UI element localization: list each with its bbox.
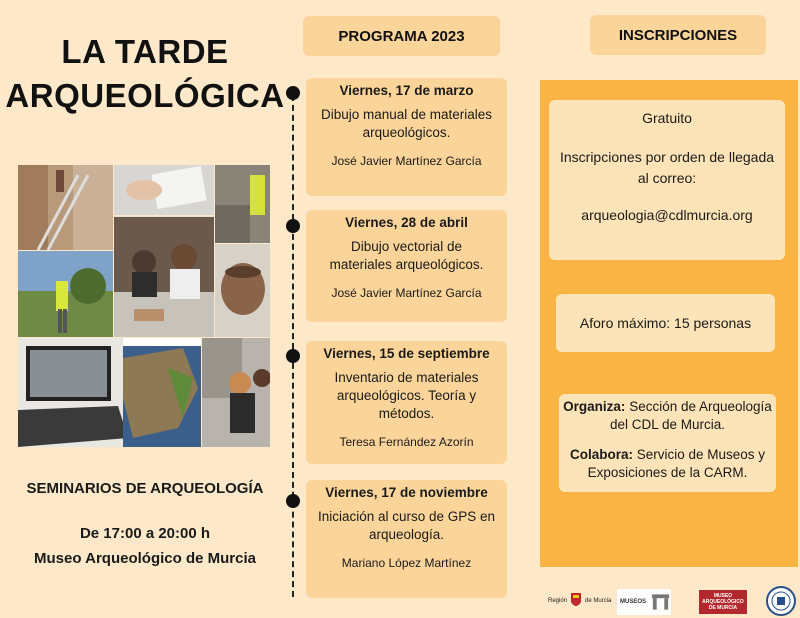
session-speaker: José Javier Martínez García [331,154,482,168]
timeline-dot [286,494,300,508]
session-card [306,480,507,598]
session-speaker: Teresa Fernández Azorín [339,435,474,449]
session-card [306,341,507,464]
shield-icon [570,592,582,610]
photo-collage [18,165,270,447]
timeline-dot [286,349,300,363]
lugar-text: Museo Arqueológico de Murcia [34,550,256,567]
photo-lab-team [114,217,214,337]
museos-logo [617,589,671,615]
inscripciones-header: INSCRIPCIONES [590,15,766,55]
museo-arq-line-3: DE MURCIA [708,605,738,611]
photo-pottery [215,244,270,337]
session-date: Viernes, 17 de marzo [339,83,474,98]
timeline-line [292,95,294,597]
horario-text: De 17:00 a 20:00 h [79,525,211,542]
schedule-info [0,521,290,571]
region-label-1: Región [548,598,568,604]
colabora-label: Colabora: [569,447,633,462]
session-description: Iniciación al curso de GPS en arqueología. [317,509,496,542]
photo-storage-team [202,338,270,447]
session-speaker: José Javier Martínez García [331,286,482,300]
programa-header: PROGRAMA 2023 [303,16,500,56]
timeline-dot [286,219,300,233]
organiza-label: Organiza: [563,399,626,414]
title-line-1: LA TARDE [61,33,229,70]
photo-excavation-worker [215,165,270,243]
page-title [0,30,290,118]
photo-laptop [18,338,128,447]
session-date: Viernes, 15 de septiembre [323,346,490,361]
photo-drawing-hand [114,165,214,215]
cdl-seal-logo [766,586,796,616]
organiza-text: Sección de Arqueología del CDL de Murcia. [609,399,772,432]
seal-icon [766,586,796,616]
session-card [306,78,507,196]
session-date: Viernes, 17 de noviembre [325,485,488,500]
photo-field-gps [18,251,113,337]
colabora-text: Servicio de Museos y Exposiciones de la CARM. [587,447,766,480]
gratuito-text: Gratuito [642,110,692,126]
museo-arqueologico-logo [699,590,747,614]
photo-map [123,338,201,447]
organizers-box [559,394,776,492]
session-card [306,210,507,322]
seminarios-label: SEMINARIOS DE ARQUEOLOGÍA [26,480,264,497]
photo-ladder-wall [18,165,113,250]
museo-arq-line-2: ARQUEOLÓGICO [702,599,744,605]
organiza-line [559,398,776,434]
session-date: Viernes, 28 de abril [345,215,468,230]
region-murcia-logo [548,588,614,614]
museos-label: MUSEOS [620,599,647,605]
email-link[interactable]: arqueologia@cdlmurcia.org [581,207,753,223]
timeline-dot [286,86,300,100]
session-description: Dibujo manual de materiales arqueológicos. [320,107,493,140]
colabora-line [559,446,776,482]
session-description: Dibujo vectorial de materiales arqueológicos. [329,239,484,272]
orden-text: Inscripciones por orden de llegada al correo: [559,149,775,186]
museo-arq-line-1: MUSEO [713,593,733,599]
museos-mark-icon [650,592,671,612]
session-speaker: Mariano López Martínez [341,556,472,570]
title-line-2: ARQUEOLÓGICA [5,77,285,114]
region-label-2: de Murcia [585,598,612,604]
session-description: Inventario de materiales arqueológicos. Teoría y métodos. [334,370,479,421]
aforo-box: Aforo máximo: 15 personas [556,294,775,352]
registration-box [549,100,785,260]
